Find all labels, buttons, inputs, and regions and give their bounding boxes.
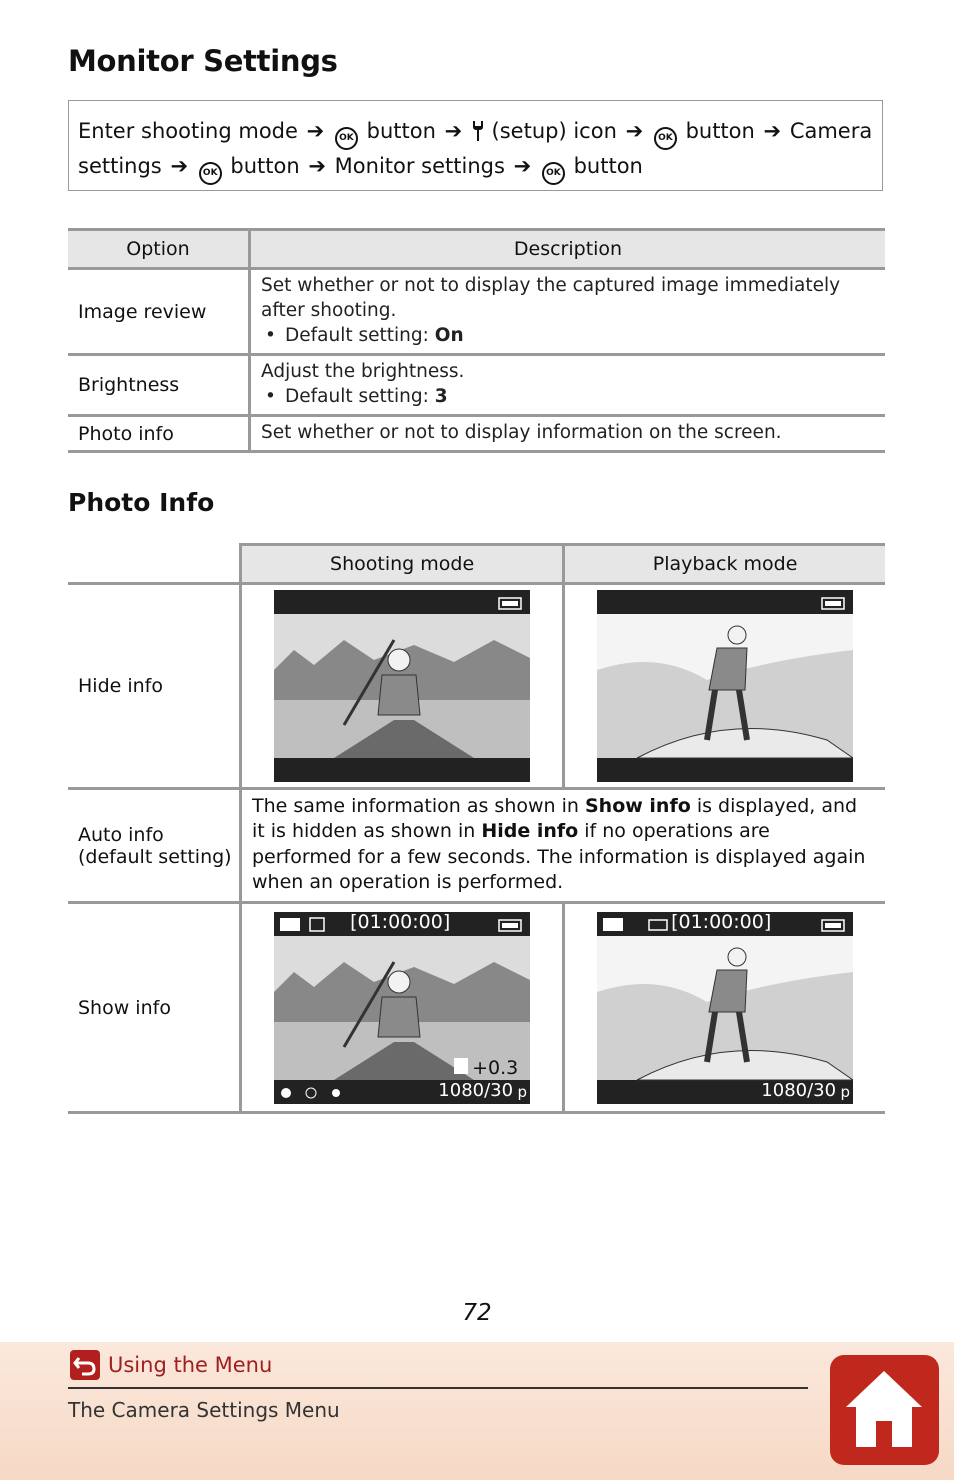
arrow-icon: ➔ bbox=[308, 154, 326, 178]
shooting-screen-info-image bbox=[274, 912, 530, 1104]
resolution: 1080/30 bbox=[438, 1079, 514, 1101]
shooting-screen-cell bbox=[241, 584, 564, 789]
section-heading: Photo Info bbox=[68, 488, 215, 517]
column-header: Playback mode bbox=[564, 545, 885, 584]
arrow-icon: ➔ bbox=[170, 154, 189, 178]
resolution-suffix: p bbox=[840, 1082, 851, 1101]
description-text: if no operations are performed for a few seconds. The information is displayed again when an operation is performed. bbox=[252, 820, 866, 893]
nav-text: button bbox=[573, 154, 643, 178]
section-label: The Camera Settings Menu bbox=[68, 1398, 340, 1422]
playback-screen-cell bbox=[564, 584, 885, 789]
table-row bbox=[68, 584, 885, 789]
ok-button-icon: OK bbox=[542, 162, 565, 185]
column-header: Description bbox=[250, 230, 886, 269]
timecode: [01:00:00] bbox=[350, 910, 451, 933]
option-name: Image review bbox=[68, 269, 250, 355]
blank-header bbox=[68, 545, 241, 584]
auto-info-description bbox=[241, 789, 886, 903]
playback-screen-image bbox=[597, 590, 853, 782]
footer bbox=[0, 1342, 954, 1480]
default-setting bbox=[261, 323, 875, 348]
movie-icon bbox=[603, 918, 623, 931]
options-table bbox=[68, 228, 885, 453]
white-balance-icon bbox=[332, 1089, 340, 1097]
page-title: Monitor Settings bbox=[68, 44, 338, 78]
back-arrow-icon bbox=[70, 1350, 100, 1380]
vr-icon bbox=[306, 1088, 316, 1098]
option-description bbox=[250, 269, 886, 355]
default-setting bbox=[261, 384, 875, 409]
description-text: Set whether or not to display the captured image immediately after shooting. bbox=[261, 275, 841, 321]
page-number: 72 bbox=[462, 1300, 492, 1326]
option-description bbox=[250, 355, 886, 416]
ok-button-icon: OK bbox=[654, 127, 677, 150]
exposure-value: +0.3 bbox=[472, 1056, 519, 1079]
divider bbox=[68, 1387, 808, 1389]
emphasis-text: Show info bbox=[584, 794, 691, 817]
description-text: The same information as shown in bbox=[252, 794, 585, 817]
home-button[interactable] bbox=[830, 1355, 939, 1465]
resolution: 1080/30 bbox=[761, 1079, 837, 1101]
playback-screen-info-image bbox=[597, 912, 853, 1104]
setup-icon bbox=[471, 118, 485, 150]
nav-text: button bbox=[685, 119, 755, 143]
ok-button-icon: OK bbox=[199, 162, 222, 185]
nav-text: button bbox=[230, 154, 300, 178]
column-header: Option bbox=[68, 230, 250, 269]
nav-text: (setup) icon bbox=[491, 119, 617, 143]
arrow-icon: ➔ bbox=[306, 119, 325, 143]
resolution-suffix: p bbox=[517, 1082, 528, 1101]
default-value: On bbox=[434, 325, 464, 346]
table-row bbox=[68, 789, 885, 903]
burst-icon bbox=[310, 918, 324, 931]
mode-name: Show info bbox=[68, 903, 241, 1113]
timecode: [01:00:00] bbox=[671, 910, 772, 933]
exposure-icon bbox=[454, 1058, 468, 1074]
arrow-icon: ➔ bbox=[625, 119, 644, 143]
default-label: Default setting: bbox=[285, 386, 435, 407]
movie-icon bbox=[280, 918, 300, 931]
default-value: 3 bbox=[434, 386, 448, 407]
mode-sublabel: (default setting) bbox=[78, 845, 232, 868]
nav-text: Monitor settings bbox=[334, 154, 505, 178]
option-name: Brightness bbox=[68, 355, 250, 416]
emphasis-text: Hide info bbox=[481, 820, 579, 842]
navigation-path bbox=[68, 100, 883, 191]
mode-name bbox=[68, 789, 241, 903]
table-row bbox=[68, 416, 885, 452]
default-label: Default setting: bbox=[285, 325, 435, 346]
table-row bbox=[68, 355, 885, 416]
nav-text: Camera bbox=[789, 119, 873, 143]
option-name: Photo info bbox=[68, 416, 250, 452]
protect-icon bbox=[649, 920, 667, 930]
column-header: Shooting mode bbox=[241, 545, 564, 584]
home-icon bbox=[830, 1355, 939, 1465]
arrow-icon: ➔ bbox=[513, 154, 532, 178]
nav-text: button bbox=[366, 119, 436, 143]
photo-info-table bbox=[68, 543, 885, 1114]
arrow-icon: ➔ bbox=[763, 119, 782, 143]
nav-text: settings bbox=[78, 154, 162, 178]
ok-button-icon: OK bbox=[335, 127, 358, 150]
mode-name: Hide info bbox=[68, 584, 241, 789]
scene-icon bbox=[281, 1088, 291, 1098]
description-text: is displayed, and it is hidden as shown in bbox=[252, 794, 858, 842]
arrow-icon: ➔ bbox=[444, 119, 463, 143]
mode-label: Auto info bbox=[78, 823, 164, 846]
back-link-label: Using the Menu bbox=[108, 1353, 273, 1377]
shooting-screen-cell bbox=[241, 903, 564, 1113]
table-row bbox=[68, 903, 885, 1113]
playback-screen-cell bbox=[564, 903, 885, 1113]
option-description: Set whether or not to display information on the screen. bbox=[250, 416, 886, 452]
nav-text: Enter shooting mode bbox=[78, 119, 298, 143]
shooting-screen-image bbox=[274, 590, 530, 782]
back-link[interactable] bbox=[70, 1350, 272, 1380]
description-text: Adjust the brightness. bbox=[261, 361, 465, 382]
table-row bbox=[68, 269, 885, 355]
